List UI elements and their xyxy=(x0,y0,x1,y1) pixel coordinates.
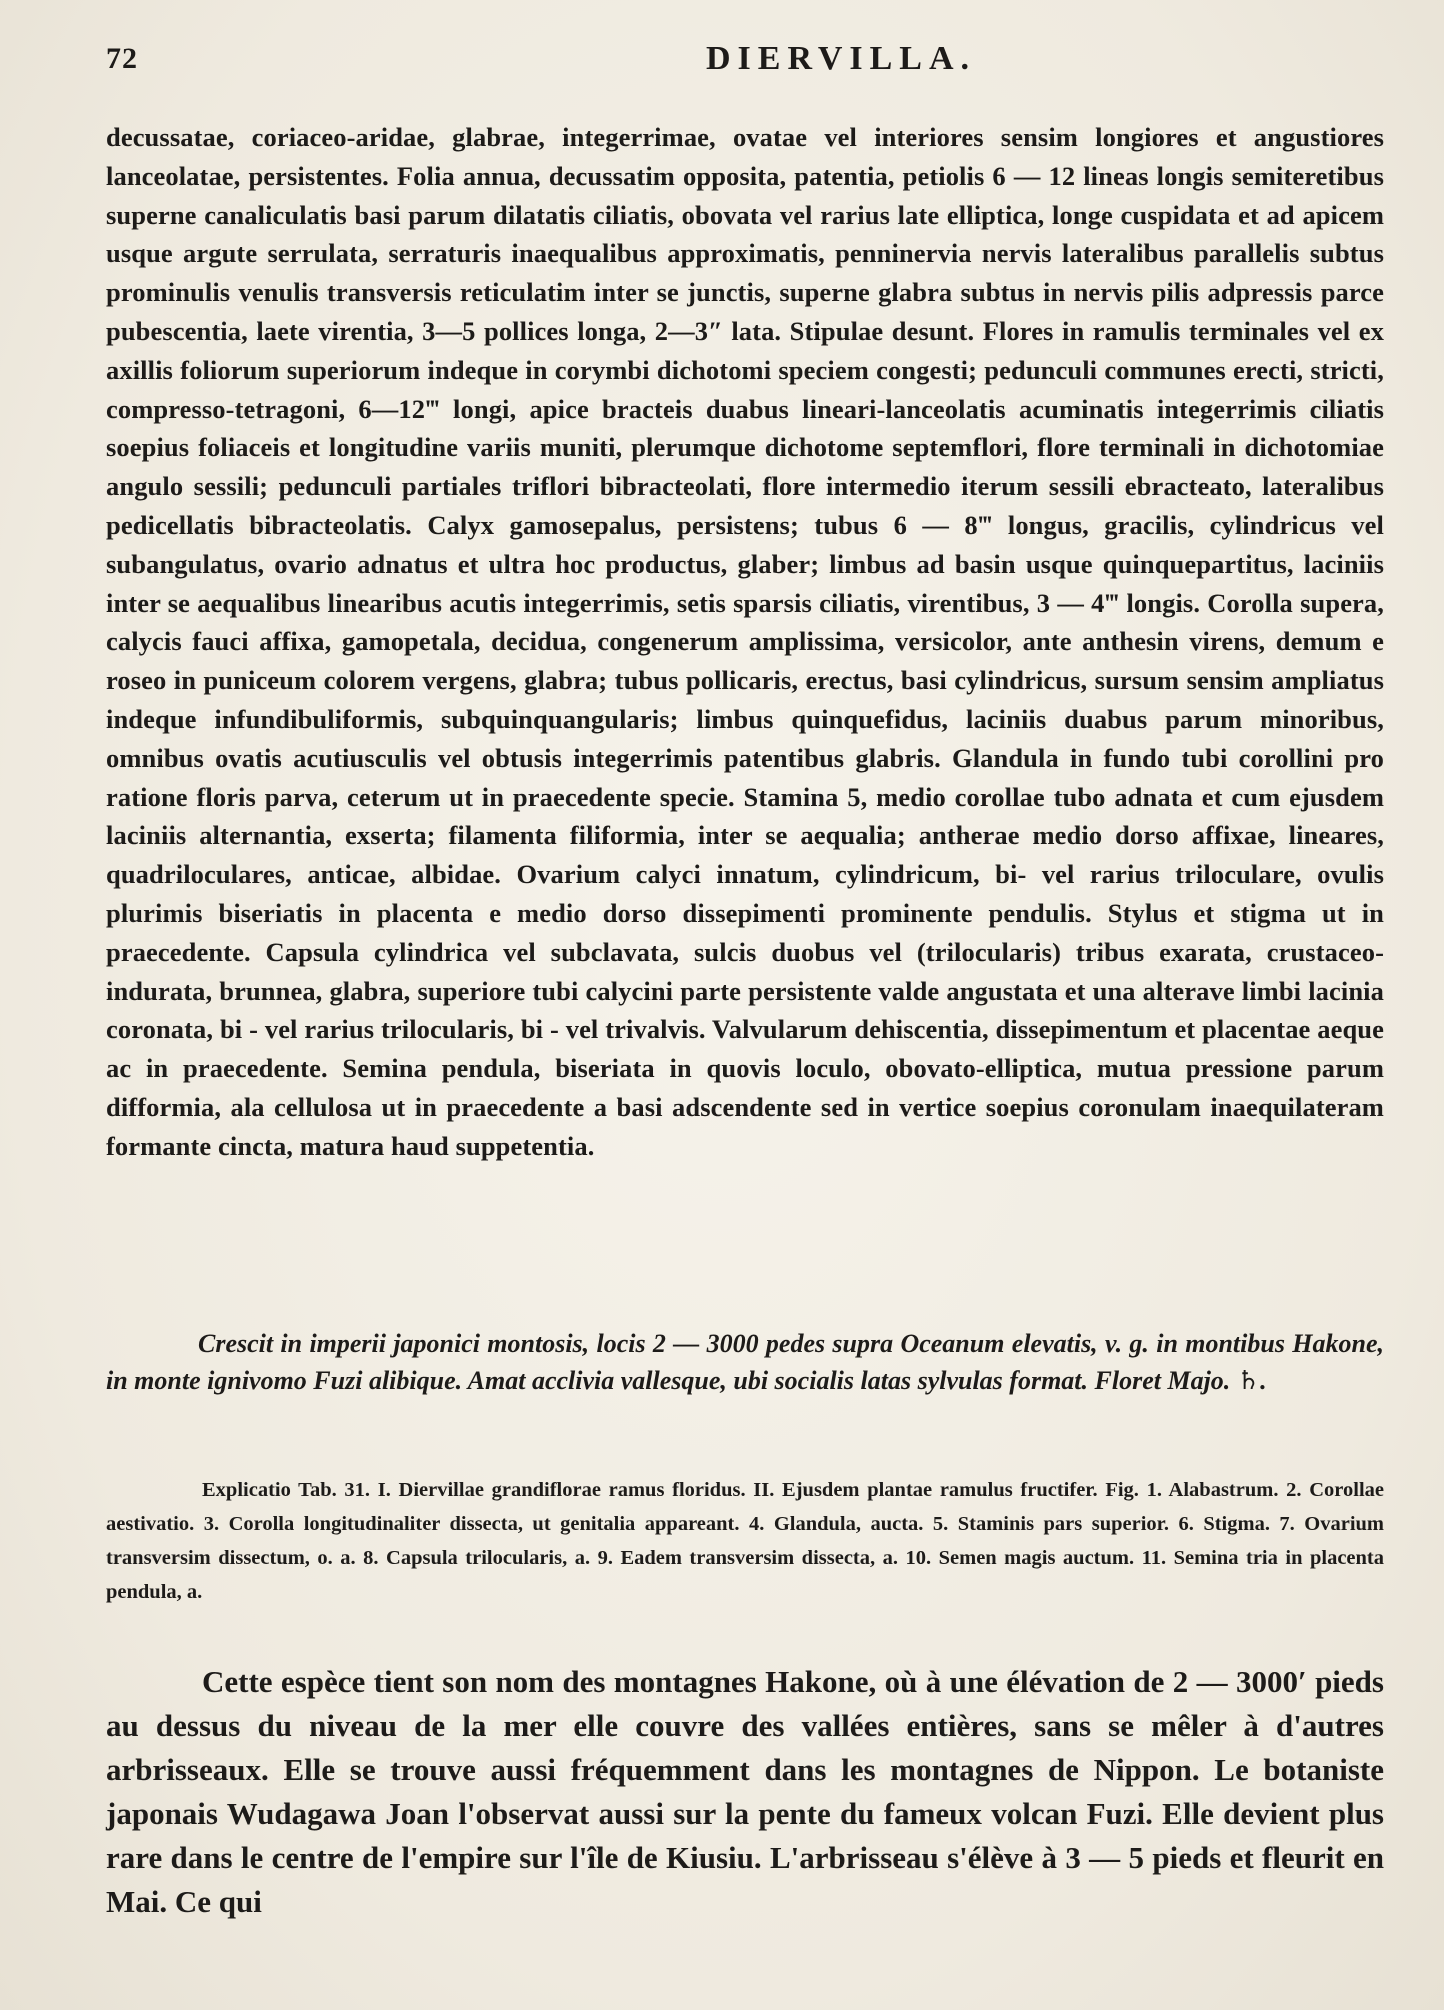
habitat-paragraph: Crescit in imperii japonici montosis, locis 2 — 3000 pedes supra Oceanum elevatis, v. g. in montibus Hakone, in monte ignivomo Fuzi alibique. Amat acclivia vallesque, ubi socialis latas sylvulas format. Floret Majo. ♄. xyxy=(106,1329,1384,1395)
latin-description-paragraph: decussatae, coriaceo-aridae, glabrae, integerrimae, ovatae vel interiores sensim longiores et angustiores lanceolatae, persistentes. Folia annua, decussatim opposita, patentia, petiolis 6 — 12 lineas longis semiteretibus superne canaliculatis basi parum dilatatis ciliatis, obovata vel rarius late elliptica, longe cuspidata et ad apicem usque argute serrulata, serraturis inaequalibus approximatis, penninervia nervis lateralibus parallelis subtus prominulis venulis transversis reticulatim inter se junctis, superne glabra subtus in nervis pilis adpressis parce pubescentia, laete virentia, 3—5 pollices longa, 2—3″ lata. Stipulae desunt. Flores in ramulis terminales vel ex axillis foliorum superiorum indeque in corymbi dichotomi speciem congesti; pedunculi communes erecti, stricti, compresso-tetragoni, 6—12‴ longi, apice bracteis duabus lineari-lanceolatis acuminatis integerrimis ciliatis soepius foliaceis et longitudine variis muniti, plerumque dichotome septemflori, flore terminali in dichotomiae angulo sessili; pedunculi partiales triflori bibracteolati, flore intermedio iterum sessili ebracteato, lateralibus pedicellatis bibracteolatis. Calyx gamosepalus, persistens; tubus 6 — 8‴ longus, gracilis, cylindricus vel subangulatus, ovario adnatus et ultra hoc productus, glaber; limbus ad basin usque quinquepartitus, laciniis inter se aequalibus linearibus acutis integerrimis, setis sparsis ciliatis, virentibus, 3 — 4‴ longis. Corolla supera, calycis fauci affixa, gamopetala, decidua, congenerum amplissima, versicolor, ante anthesin virens, demum e roseo in puniceum colorem vergens, glabra; tubus pollicaris, erectus, basi cylindricus, sursum sensim ampliatus indeque infundibuliformis, subquinquangularis; limbus quinquefidus, laciniis duabus parum minoribus, omnibus ovatis acutiusculis vel obtusis integerrimis patentibus glabris. Glandula in fundo tubi corollini pro ratione floris parva, ceterum ut in praecedente specie. Stamina 5, medio corollae tubo adnata et cum ejusdem laciniis alternantia, exserta; filamenta filiformia, inter se aequalia; antherae medio dorso affixae, lineares, quadriloculares, anticae, albidae. Ovarium calyci innatum, cylindricum, bi- vel rarius triloculare, ovulis plurimis biseriatis in placenta e medio dorso dissepimenti prominente pendulis. Stylus et stigma ut in praecedente. Capsula cylindrica vel subclavata, sulcis duobus vel (trilocularis) tribus exarata, crustaceo-indurata, brunnea, glabra, superiore tubi calycini parte persistente valde angustata et una alterave limbi lacinia coronata, bi - vel rarius trilocularis, bi - vel trivalvis. Valvularum dehiscentia, dissepimentum et placentae aeque ac in praecedente. Semina pendula, biseriata in quovis loculo, obovato-elliptica, mutua pressione parum difformia, ala cellulosa ut in praecedente a basi adscendente sed in vertice soepius coronulam inaequilateram formante cincta, matura haud suppetentia. xyxy=(106,122,1384,1161)
page-number: 72 xyxy=(106,42,138,75)
running-title: DIERVILLA. xyxy=(706,40,977,77)
french-commentary-paragraph: Cette espèce tient son nom des montagnes Hakone, où à une élévation de 2 — 3000′ pieds au dessus du niveau de la mer elle couvre des vallées entières, sans se mêler à d'autres arbrisseaux. Elle se trouve aussi fréquemment dans les montagnes de Nippon. Le botaniste japonais Wudagawa Joan l'observat aussi sur la pente du fameux volcan Fuzi. Elle devient plus rare dans le centre de l'empire sur l'île de Kiusiu. L'arbrisseau s'élève à 3 — 5 pieds et fleurit en Mai. Ce qui xyxy=(106,1664,1384,1919)
page-header xyxy=(106,36,1384,86)
plate-explanation-paragraph: Explicatio Tab. 31. I. Diervillae grandiflorae ramus floridus. II. Ejusdem plantae ramulus fructifer. Fig. 1. Alabastrum. 2. Corollae aestivatio. 3. Corolla longitudinaliter dissecta, ut genitalia appareant. 4. Glandula, aucta. 5. Staminis pars superior. 6. Stigma. 7. Ovarium transversim dissectum, o. a. 8. Capsula trilocularis, a. 9. Eadem transversim dissecta, a. 10. Semen magis auctum. 11. Semina tria in placenta pendula, a. xyxy=(106,1479,1384,1603)
